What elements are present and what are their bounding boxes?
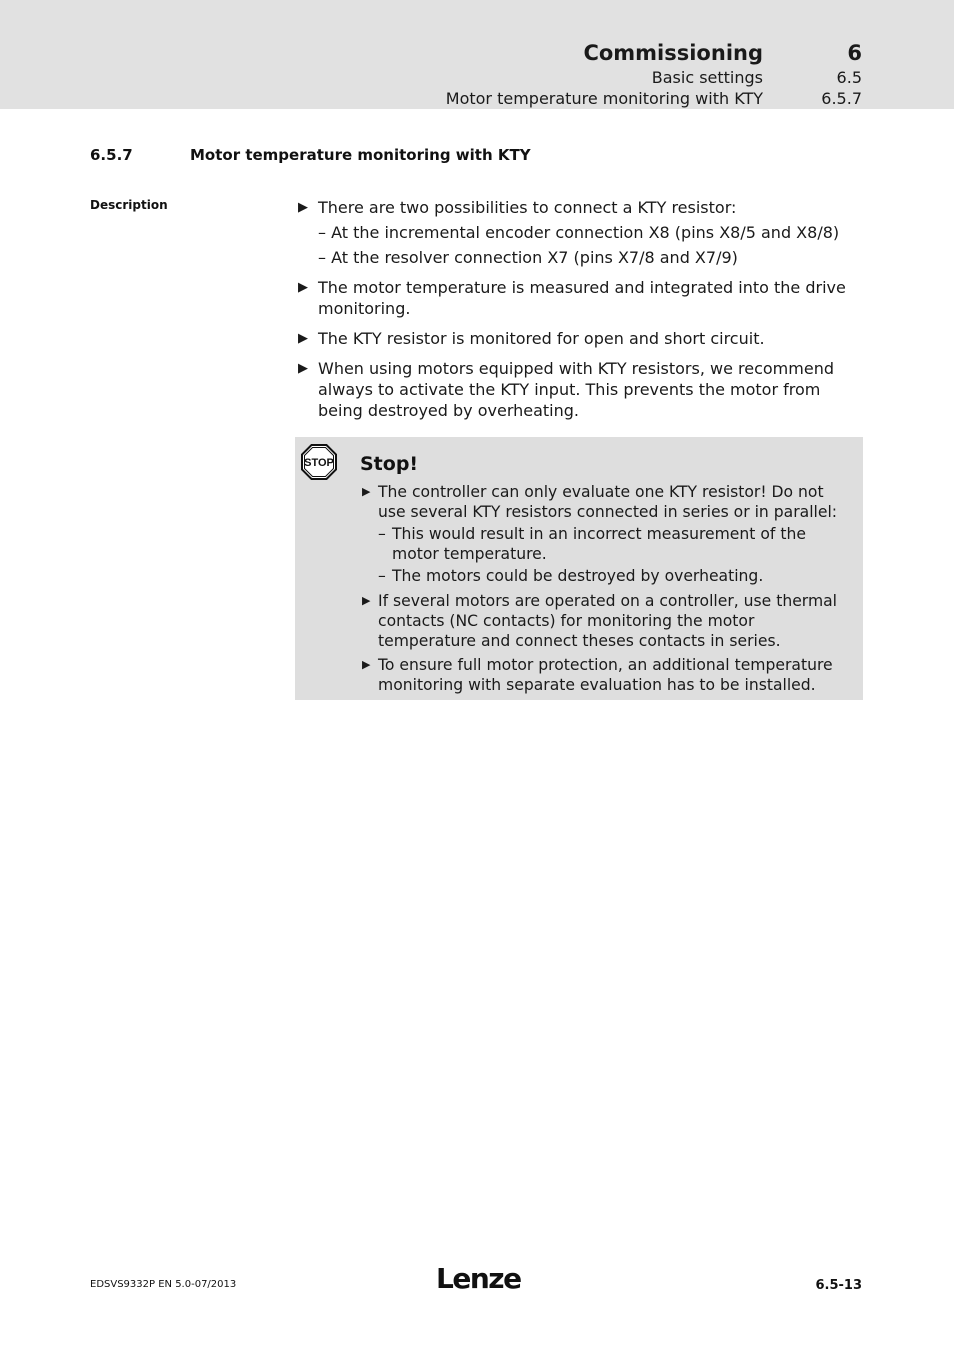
subchapter-number: 6.5: [836, 68, 862, 87]
bullet-1-sub-1: – At the incremental encoder connection X8 (pins X8/5 and X8/8): [318, 223, 840, 242]
stop-warning-box: [295, 437, 863, 700]
arrow-right-icon: ▶: [298, 331, 308, 346]
arrow-right-icon: ▶: [298, 280, 308, 295]
bullet-1: ▶ There are two possibilities to connect a KTY resistor: – At the incremental encoder connection X8 (pins X8/5 and X8/8) – At the resolver connection X7 (pins X7/8 and X7/9): [298, 197, 858, 268]
section-header-title: Motor temperature monitoring with KTY: [445, 89, 763, 108]
stop-bullet-1-sub-1: – This would result in an incorrect measurement of the motor temperature.: [378, 525, 806, 563]
arrow-right-icon: ▶: [362, 658, 371, 671]
arrow-right-icon: ▶: [362, 485, 371, 498]
document-id: EDSVS9332P EN 5.0-07/2013: [90, 1279, 237, 1290]
section-number: 6.5.7: [90, 146, 133, 164]
section-title: Motor temperature monitoring with KTY: [190, 146, 531, 164]
page-number: 6.5-13: [815, 1278, 862, 1293]
stop-bullet-1: ▶ The controller can only evaluate one KTY resistor! Do not use several KTY resistors connected in series or in parallel:: [362, 483, 838, 521]
stop-title: Stop!: [360, 453, 419, 475]
arrow-right-icon: ▶: [298, 200, 308, 215]
chapter-title: Commissioning: [583, 41, 763, 65]
stop-list: [362, 482, 856, 695]
svg-text:STOP: STOP: [304, 457, 334, 469]
arrow-right-icon: ▶: [362, 594, 371, 607]
arrow-right-icon: ▶: [298, 361, 308, 376]
stop-bullet-2: ▶ If several motors are operated on a controller, use thermal contacts (NC contacts) for monitoring the motor temperature and connect theses contacts in series.: [362, 592, 838, 650]
stop-bullet-3: ▶ To ensure full motor protection, an additional temperature monitoring with separate evaluation has to be installed.: [362, 656, 833, 694]
stop-bullet-1-sub-2: – The motors could be destroyed by overheating.: [378, 567, 764, 585]
bullet-3: ▶ The KTY resistor is monitored for open and short circuit.: [298, 329, 765, 348]
bullet-2: ▶ The motor temperature is measured and integrated into the drive monitoring.: [298, 278, 846, 318]
bullet-4: ▶ When using motors equipped with KTY resistors, we recommend always to activate the KTY input. This prevents the motor from being destroyed by overheating.: [298, 359, 834, 420]
bullet-1-sub-2: – At the resolver connection X7 (pins X7/8 and X7/9): [318, 248, 738, 267]
subchapter-title: Basic settings: [651, 68, 763, 87]
description-label: Description: [90, 198, 168, 212]
lenze-logo: Lenze: [436, 1262, 521, 1295]
section-header-number: 6.5.7: [821, 89, 862, 108]
chapter-number: 6: [847, 41, 862, 65]
stop-sign-icon: [300, 443, 338, 481]
